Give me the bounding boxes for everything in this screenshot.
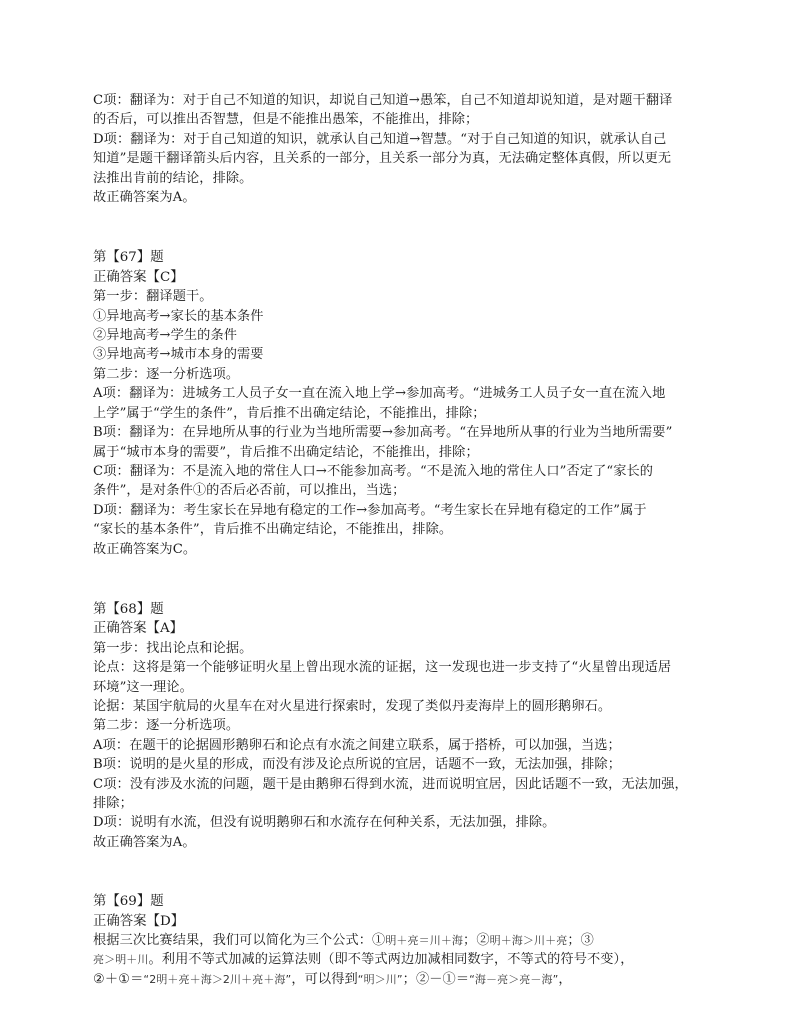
text-line: C项：翻译为：对于自己不知道的知识，却说自己知道→愚笨，自己不知道却说知道，是对题干翻译 (93, 93, 673, 108)
section-previous-question (93, 91, 800, 207)
text-line: D项：说明有水流，但没有说明鹅卵石和水流存在何种关系，无法加强，排除。 (93, 815, 556, 831)
text-line: 故正确答案为C。 (93, 541, 197, 557)
text-line: C项：翻译为：不是流入地的常住人口→不能参加高考。“不是流入地的常住人口”否定了“家长的 (93, 463, 654, 479)
question-67 (93, 248, 800, 559)
question-title: 第【69】题 (93, 894, 164, 910)
formula-3: 亮＞明＋川 (93, 953, 149, 967)
text-line: ②异地高考→学生的条件 (93, 328, 238, 344)
question-68 (93, 600, 800, 852)
text-line: 第一步：找出论点和论据。 (93, 640, 253, 656)
formula-6: “海－亮＞亮－海” (469, 972, 559, 986)
correct-answer: 正确答案【C】 (93, 269, 184, 285)
text-line: 环境”这一理论。 (93, 679, 193, 695)
text-line: 第一步：翻译题干。 (93, 289, 213, 305)
formula-5: “明＞川” (357, 972, 403, 986)
text-line: 上学”属于“学生的条件”，肯后推不出确定结论，不能推出，排除； (93, 405, 486, 421)
text-line: ③异地高考→城市本身的需要 (93, 347, 264, 363)
text-segment: 根据三次比赛结果，我们可以简化为三个公式：① (93, 933, 386, 949)
text-line: C项：没有涉及水流的问题，题干是由鹅卵石得到水流，进而说明宜居，因此话题不一致，无法加强， (93, 776, 688, 792)
text-line: B项：翻译为：在异地所从事的行业为当地所需要→参加高考。“在异地所从事的行业为当地所需要” (93, 425, 673, 441)
text-segment: ；③ (567, 933, 594, 949)
text-line: A项：在题干的论据圆形鹅卵石和论点有水流之间建立联系，属于搭桥，可以加强，当选； (93, 737, 621, 753)
text-line: D项：翻译为：考生家长在异地有稳定的工作→参加高考。“考生家长在异地有稳定的工作”属于 (93, 502, 647, 518)
text-line: 论点：这将是第一个能够证明火星上曾出现水流的证据，这一发现也进一步支持了“火星曾出现适居 (93, 660, 672, 676)
text-line: 属于“城市本身的需要”，肯后推不出确定结论，不能推出，排除； (93, 444, 479, 460)
text-segment: 。利用不等式加减的运算法则（即不等式两边加减相同数字，不等式的符号不变）， (148, 952, 634, 968)
formula-2: 明＋海＞川＋亮 (489, 934, 568, 948)
text-line: “家长的基本条件”，肯后推不出确定结论，不能推出，排除。 (93, 522, 453, 538)
text-line: 条件”，是对条件①的否后必否前，可以推出，当选； (93, 483, 406, 499)
text-line: A项：翻译为：进城务工人员子女一直在流入地上学→参加高考。“进城务工人员子女一直在流入地 (93, 386, 666, 402)
text-line: 第二步：逐一分析选项。 (93, 366, 240, 382)
correct-answer: 正确答案【A】 (93, 621, 184, 637)
text-line: 第二步：逐一分析选项。 (93, 718, 240, 734)
text-line (93, 931, 800, 950)
text-line (93, 970, 800, 989)
question-69 (93, 892, 800, 989)
text-line: ①异地高考→家长的基本条件 (93, 308, 264, 324)
text-line: 法推出肯前的结论，排除。 (93, 170, 253, 186)
text-segment: ；② (463, 933, 490, 949)
text-line: 故正确答案为A。 (93, 190, 196, 206)
question-title: 第【67】题 (93, 250, 164, 266)
text-segment: ，可以得到 (291, 971, 358, 987)
text-line: 故正确答案为A。 (93, 834, 196, 850)
text-segment: ②＋①＝ (93, 971, 144, 987)
text-line (93, 950, 800, 969)
text-segment: ， (558, 971, 572, 987)
text-line: D项：翻译为：对于自己知道的知识，就承认自己知道→智慧。“对于自己知道的知识，就承认自己 (93, 131, 667, 147)
text-line: 知道”是题干翻译箭头后内容，且关系的一部分，且关系一部分为真，无法确定整体真假，所以更无 (93, 151, 672, 167)
formula-1: 明＋亮＝川＋海 (385, 934, 464, 948)
question-title: 第【68】题 (93, 601, 164, 617)
text-segment: ；②－①＝ (402, 971, 470, 987)
text-line: 的否后，可以推出否智慧，但是不能推出愚笨，不能推出，排除； (93, 112, 479, 128)
formula-4: “2明＋亮＋海＞2川＋亮＋海” (143, 972, 292, 986)
text-line: 论据：某国宇航局的火星车在对火星进行探索时，发现了类似丹麦海岸上的圆形鹅卵石。 (93, 698, 612, 714)
correct-answer: 正确答案【D】 (93, 913, 185, 929)
text-line: 排除； (93, 796, 133, 811)
text-line: B项：说明的是火星的形成，而没有涉及论点所说的宜居，话题不一致，无法加强，排除； (93, 757, 621, 773)
